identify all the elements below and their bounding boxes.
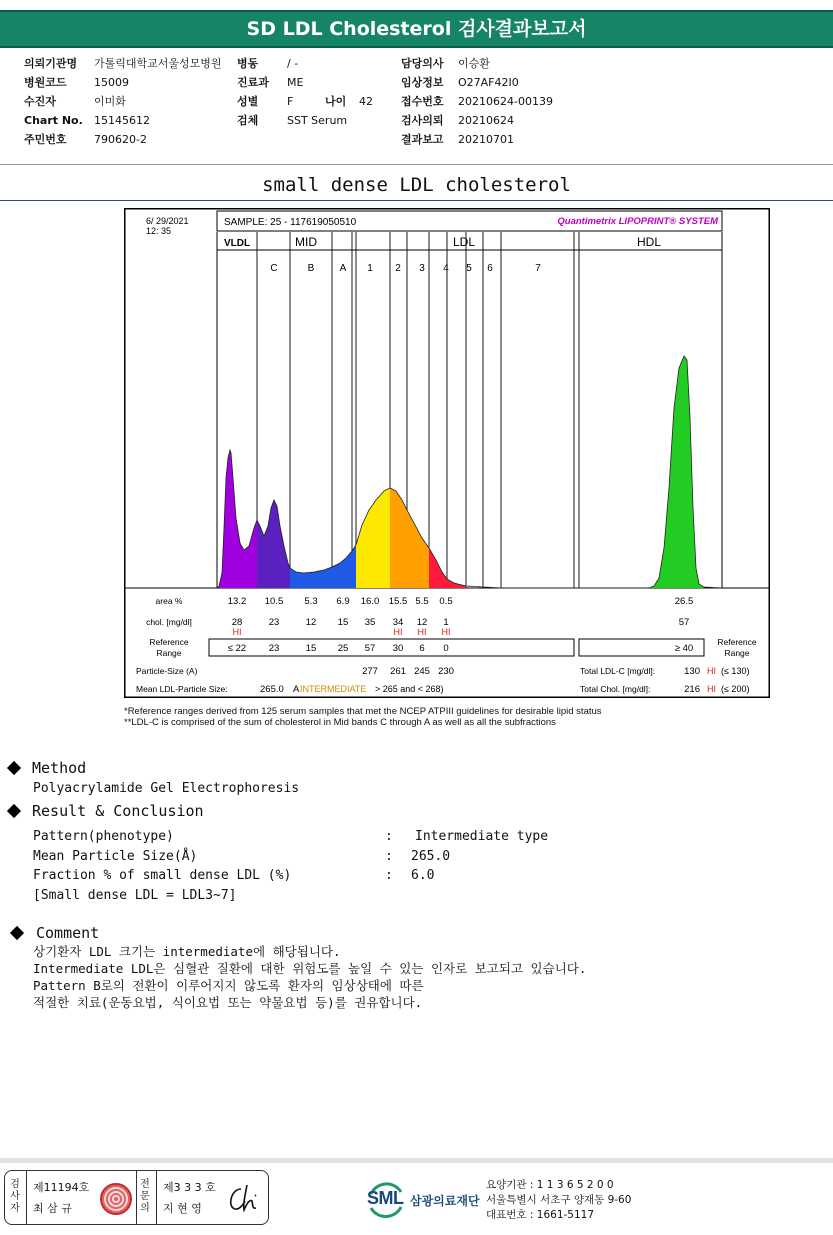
hi-flag: HI: [393, 627, 403, 637]
method-heading: Method: [32, 759, 87, 777]
info-label: 결과보고: [401, 133, 444, 146]
row-label-chol: chol. [mg/dl]: [146, 617, 192, 627]
fraction-area-1: [356, 488, 390, 588]
chol-value: 12: [416, 617, 428, 628]
fraction-area-C: [257, 500, 290, 588]
info-value: 20210624-00139: [458, 95, 553, 108]
total-chol-flag: HI: [707, 684, 716, 694]
area-value: 0.5: [439, 596, 453, 607]
info-label: 수진자: [24, 95, 56, 108]
info-label: 검사의뢰: [401, 114, 444, 127]
info-value: 20210701: [458, 133, 514, 146]
hdl-area-value: 26.5: [674, 596, 694, 607]
method-text: Polyacrylamide Gel Electrophoresis: [33, 781, 300, 796]
info-label: 진료과: [237, 76, 269, 89]
mean-size-value: 265.0: [260, 684, 284, 695]
info-col-1: [24, 54, 222, 149]
band-label: B: [307, 263, 315, 274]
ref-value: 6: [419, 643, 425, 654]
info-value: 790620-2: [94, 133, 147, 146]
band-label: 1: [367, 263, 373, 274]
signature-divider: [156, 1171, 157, 1224]
comment-bullet-icon: [10, 926, 24, 940]
result-label: Pattern(phenotype): [33, 829, 174, 844]
result-label: Mean Particle Size(Å): [33, 849, 198, 864]
info-value: 20210624: [458, 114, 514, 127]
total-ldl-flag: HI: [707, 666, 716, 676]
ref-value: 15: [305, 643, 317, 654]
chol-value: 23: [268, 617, 280, 628]
mean-size-unit: A: [293, 684, 300, 695]
group-label: LDL: [452, 235, 476, 249]
fraction-area-A: [332, 545, 356, 588]
info-col-3: [401, 54, 553, 149]
info-label: 검체: [237, 114, 259, 127]
total-chol-range: (≤ 200): [721, 684, 750, 694]
info-value: / -: [287, 57, 299, 70]
group-label: HDL: [636, 235, 662, 249]
official-seal-icon: [100, 1183, 132, 1215]
comment-line: Pattern B로의 전환이 이루어지지 않도록 환자의 임상상태에 따른: [33, 978, 424, 993]
info-value: 15009: [94, 76, 129, 89]
brand-label: Quantimetrix LIPOPRINT® SYSTEM: [557, 216, 718, 227]
info-label: 성별: [237, 95, 259, 108]
total-ldl-range: (≤ 130): [721, 666, 750, 676]
band-label: 7: [535, 263, 541, 274]
report-title: SD LDL Cholesterol 검사결과보고서: [246, 18, 587, 40]
band-label: 6: [487, 263, 493, 274]
result-value: Intermediate type: [415, 829, 549, 844]
info-label: 접수번호: [401, 95, 444, 108]
particle-size-value: 277: [362, 666, 378, 677]
result-bullet-icon: [7, 804, 21, 818]
header-divider: [0, 164, 833, 165]
total-ldl-label: Total LDL-C [mg/dl]:: [580, 666, 656, 676]
row-label-ref: Reference: [149, 637, 189, 647]
particle-size-value: 245: [414, 666, 430, 677]
info-label: Chart No.: [24, 114, 83, 127]
specialist-label-char: 문: [140, 1191, 150, 1202]
ref-value: 25: [337, 643, 349, 654]
comment-heading: Comment: [36, 924, 100, 942]
fraction-area-B: [290, 567, 332, 588]
sample-id: SAMPLE: 25 - 117619050510: [224, 217, 357, 228]
band-label: 2: [395, 263, 401, 274]
particle-size-value: 261: [390, 666, 406, 677]
chol-value: 28: [231, 617, 243, 628]
info-label: 병원코드: [24, 76, 67, 89]
area-value: 15.5: [388, 596, 408, 607]
lipoprint-chart: [124, 208, 770, 698]
hi-flag: HI: [417, 627, 427, 637]
signature-divider: [26, 1171, 27, 1224]
chart-date: 6/ 29/2021: [146, 216, 189, 226]
specialist-name: 지 현 영: [163, 1202, 202, 1215]
chol-value: 35: [364, 617, 376, 628]
particle-size-label: Particle-Size (A): [136, 666, 198, 676]
result-heading: Result & Conclusion: [32, 802, 204, 820]
row-label-ref: Range: [156, 648, 182, 658]
section-underline: [0, 200, 833, 201]
area-value: 13.2: [227, 596, 247, 607]
area-value: 6.9: [336, 596, 350, 607]
section-title: small dense LDL cholesterol: [262, 174, 571, 196]
chart-time: 12: 35: [146, 226, 172, 236]
result-note: [Small dense LDL = LDL3~7]: [33, 888, 237, 903]
lab-info-line: 요양기관 : 1 1 3 6 5 2 0 0: [486, 1179, 614, 1191]
lab-info: [486, 1178, 631, 1223]
group-label: VLDL: [223, 238, 251, 249]
total-chol-label: Total Chol. [mg/dl]:: [580, 684, 651, 694]
info-label: 병동: [237, 57, 259, 70]
result-value: 265.0: [411, 849, 451, 864]
band-label: C: [270, 263, 278, 274]
info-label: 담당의사: [401, 57, 444, 70]
examiner-name: 최 삼 규: [33, 1202, 72, 1215]
info-label: 임상정보: [401, 76, 444, 89]
ref-value: 0: [443, 643, 449, 654]
lab-info-line: 대표번호 : 1661-5117: [486, 1209, 595, 1221]
comment-line: 적절한 치료(운동요법, 식이요법 또는 약물요법 등)를 권유합니다.: [33, 995, 423, 1010]
info-value: 이미화: [94, 95, 126, 108]
ldl-reference-box: [209, 639, 574, 656]
specialist-number: 제3 3 3 호: [163, 1181, 216, 1194]
lab-info-line: 서울특별시 서초구 양재동 9-60: [486, 1194, 632, 1206]
info-label: 주민번호: [24, 133, 67, 146]
examiner-label-char: 검: [10, 1179, 20, 1190]
comment-line: 상기환자 LDL 크기는 intermediate에 해당됩니다.: [33, 944, 341, 959]
age-value: 42: [359, 95, 373, 108]
group-label: MID: [295, 235, 317, 249]
info-value: ME: [287, 76, 304, 89]
ref-value: 57: [364, 643, 376, 654]
info-value: 이승환: [458, 57, 490, 70]
footer-rule: [0, 1158, 833, 1163]
area-value: 5.5: [415, 596, 429, 607]
row-label-area: area %: [155, 596, 183, 606]
chol-value: 34: [392, 617, 404, 628]
specialist-label: [138, 1179, 152, 1215]
band-label: 5: [466, 263, 472, 274]
total-chol-value: 216: [684, 684, 700, 695]
info-label: 의뢰기관명: [24, 57, 78, 70]
specialist-label-char: 전: [140, 1179, 150, 1190]
hi-flag: HI: [232, 627, 242, 637]
report-title-bar: [0, 10, 833, 48]
total-ldl-value: 130: [684, 666, 700, 677]
specialist-label-char: 의: [140, 1203, 150, 1214]
right-ref-label: Range: [724, 648, 750, 658]
info-value: O27AF42I0: [458, 76, 519, 89]
mean-size-label: Mean LDL-Particle Size:: [136, 684, 228, 694]
organization-name: 삼광의료재단: [410, 1194, 480, 1208]
ref-value: ≤ 22: [227, 643, 247, 654]
ref-value: 30: [392, 643, 404, 654]
fraction-area-VLDL: [217, 450, 257, 588]
age-label: 나이: [325, 95, 347, 108]
right-ref-label: Reference: [717, 637, 757, 647]
area-value: 5.3: [304, 596, 318, 607]
chol-value: 12: [305, 617, 317, 628]
particle-size-value: 230: [438, 666, 454, 677]
fraction-area-2: [390, 488, 429, 588]
result-colon: :: [385, 849, 393, 864]
method-bullet-icon: [7, 761, 21, 775]
area-value: 16.0: [360, 596, 380, 607]
examiner-label: [8, 1179, 22, 1215]
comment-body: [33, 943, 586, 1011]
sml-logo-text: SML: [367, 1188, 404, 1208]
curve-outline: [217, 356, 722, 588]
examiner-label-char: 자: [10, 1203, 20, 1214]
ref-value: 23: [268, 643, 280, 654]
hdl-chol-value: 57: [678, 617, 690, 628]
area-value: 10.5: [264, 596, 284, 607]
mean-criteria: > 265 and < 268): [375, 684, 444, 694]
info-value: 가톨릭대학교서울성모병원: [94, 57, 222, 70]
examiner-number: 제11194호: [33, 1181, 90, 1194]
result-value: 6.0: [411, 868, 435, 883]
band-label: 4: [443, 263, 449, 274]
footnote-1: *Reference ranges derived from 125 serum samples that met the NCEP ATPIII guidelines for desirable lipid status: [124, 706, 602, 717]
fraction-area-3: [429, 548, 447, 588]
info-col-2: [237, 54, 373, 130]
band-label: 3: [419, 263, 425, 274]
chol-value: 15: [337, 617, 349, 628]
info-value: SST Serum: [287, 114, 348, 127]
examiner-label-char: 사: [10, 1191, 20, 1202]
result-colon: :: [385, 868, 393, 883]
mean-phenotype: INTERMEDIATE: [300, 684, 367, 694]
info-value: F: [287, 95, 294, 108]
signature-box: [4, 1170, 269, 1225]
comment-line: Intermediate LDL은 심혈관 질환에 대한 위험도를 높일 수 있는 인자로 보고되고 있습니다.: [33, 961, 587, 976]
chol-value: 1: [443, 617, 449, 628]
footnote-2: **LDL-C is comprised of the sum of cholesterol in Mid bands C through A as well as all the subfractions: [124, 717, 556, 728]
signature-divider: [136, 1171, 137, 1224]
hi-flag: HI: [441, 627, 451, 637]
hdl-ref-value: ≥ 40: [674, 643, 694, 654]
info-value: 15145612: [94, 114, 150, 127]
band-label: A: [339, 263, 347, 274]
result-label: Fraction % of small dense LDL (%): [33, 868, 292, 883]
result-colon: :: [385, 829, 393, 844]
signature-scribble-icon: [225, 1183, 261, 1217]
